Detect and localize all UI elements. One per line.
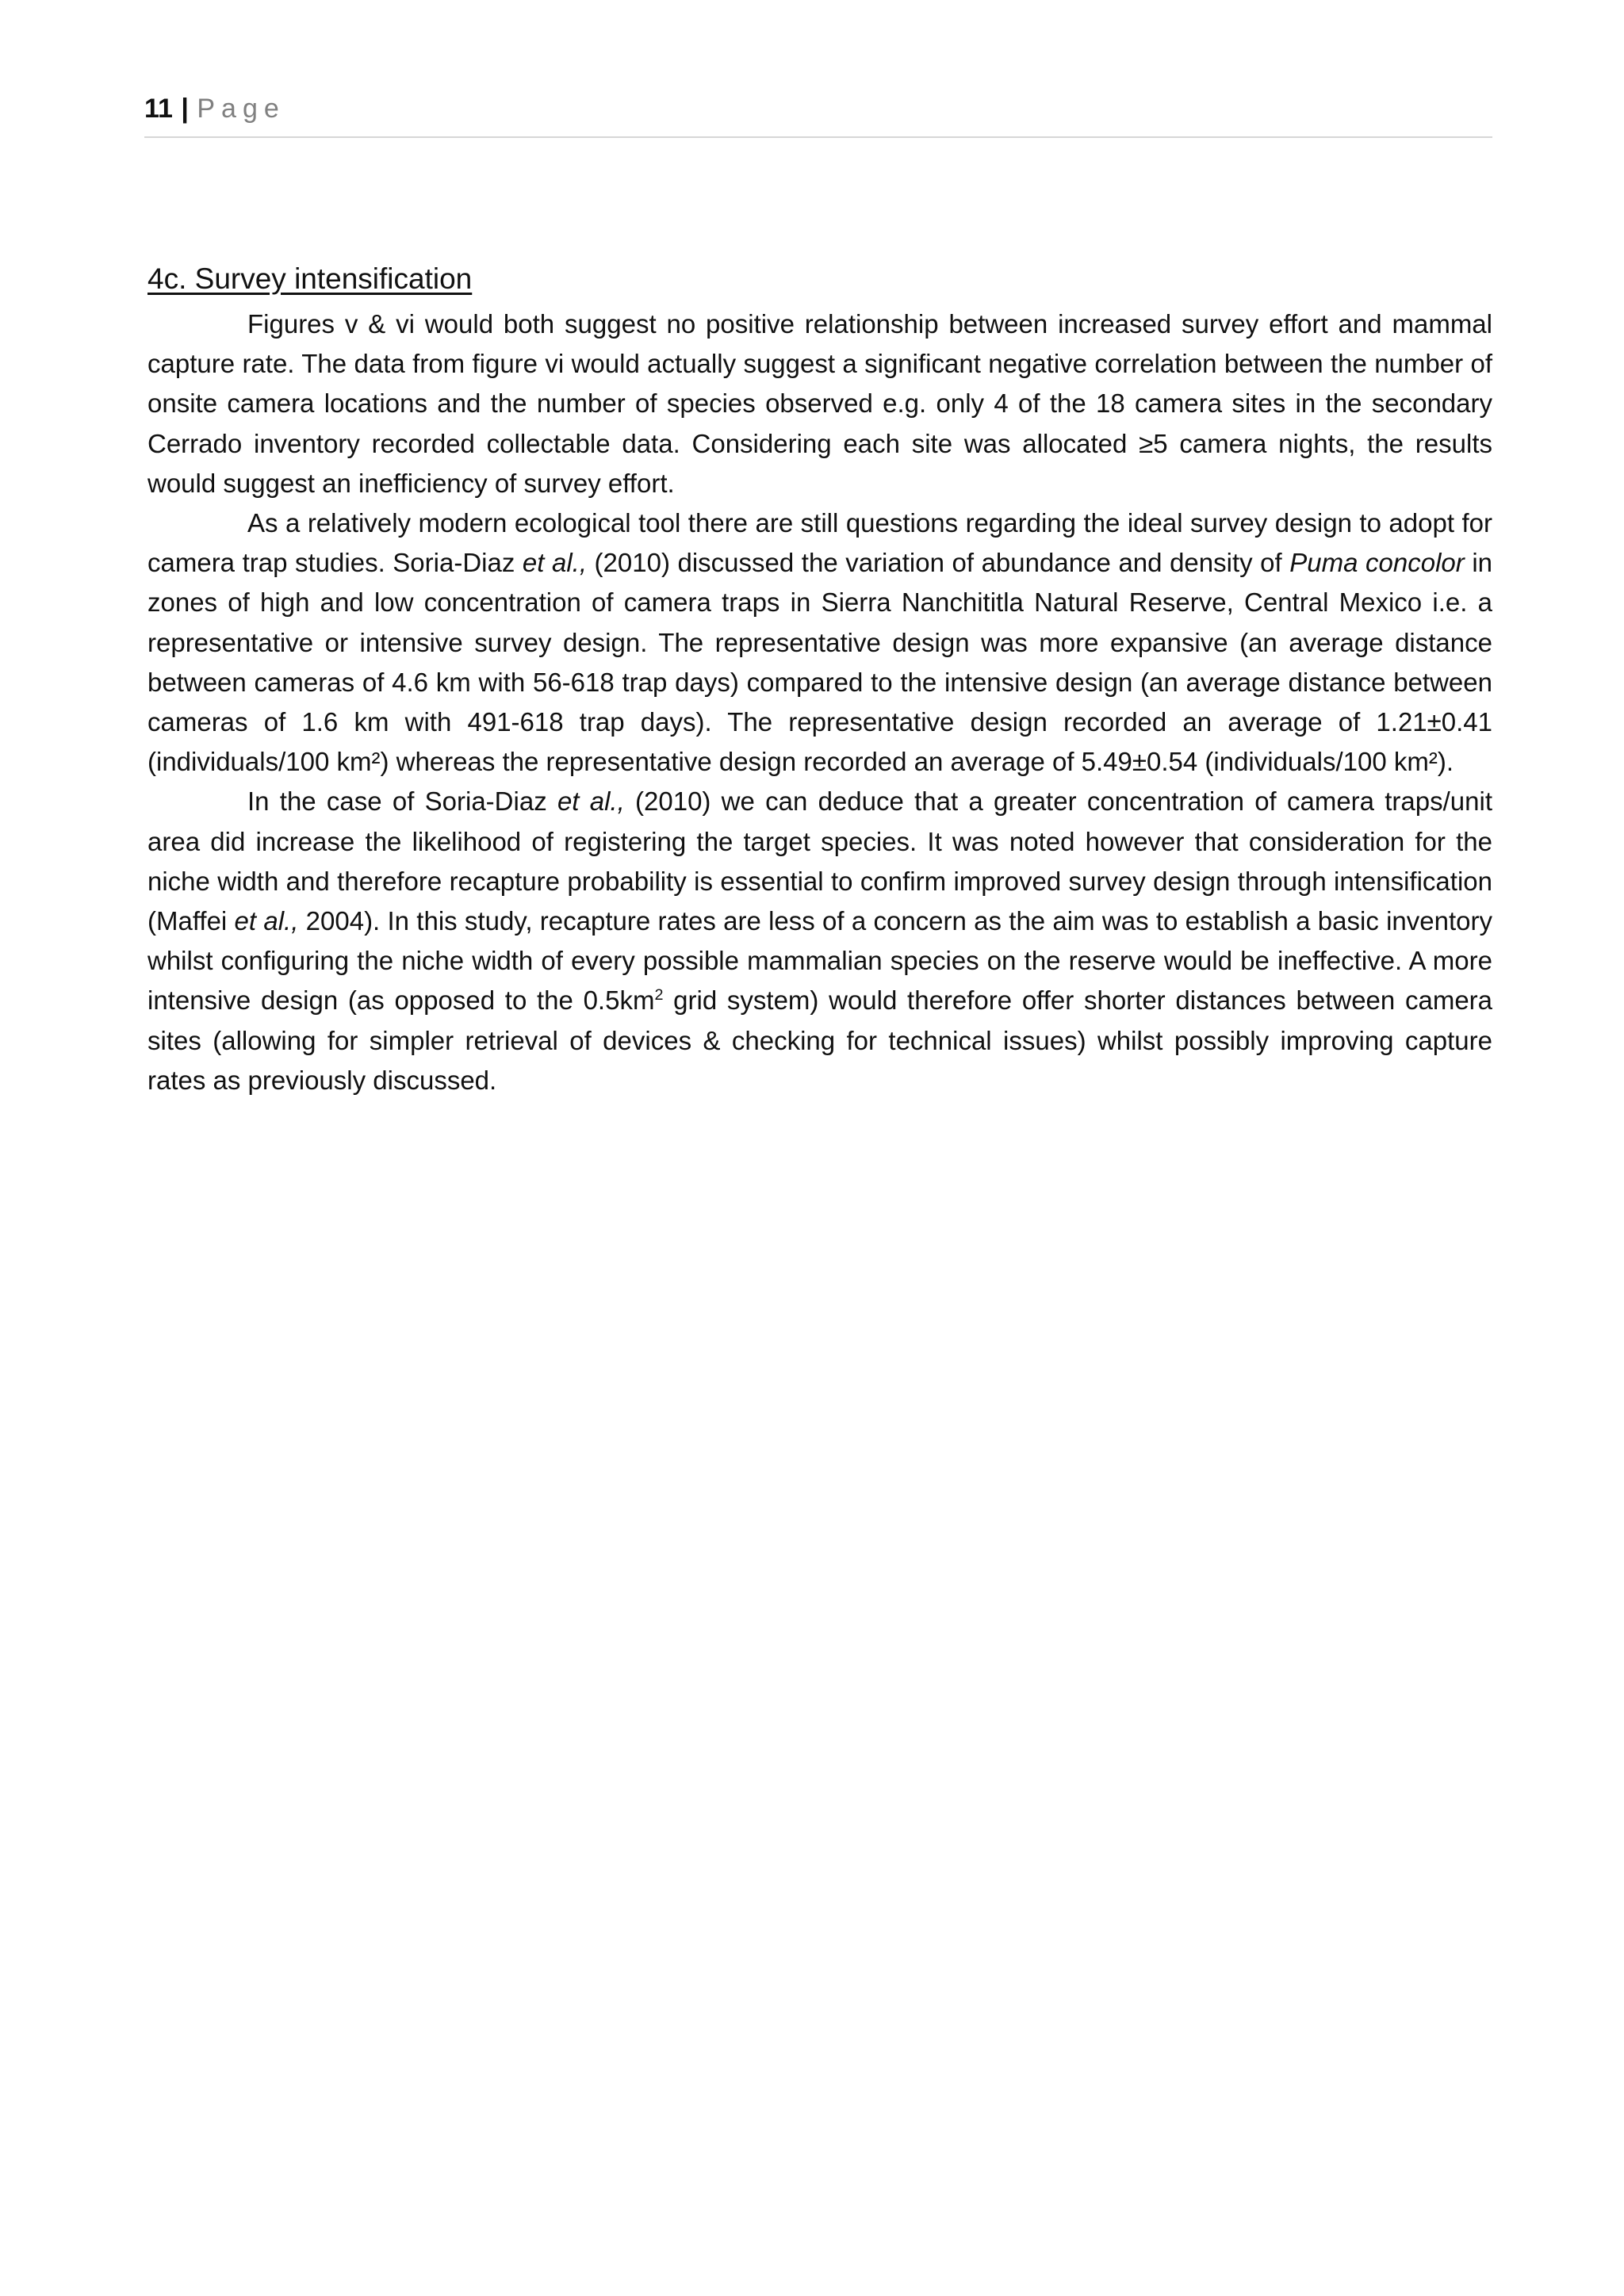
section-heading: 4c. Survey intensification	[147, 262, 473, 295]
paragraph-3-italic-a: et al.,	[557, 786, 625, 817]
page-separator: |	[181, 94, 189, 124]
paragraph-2	[147, 503, 1492, 782]
paragraph-2-text-b: (2010) discussed the variation of abundance and density of	[587, 548, 1290, 578]
paragraph-3-text-d: grid system) would therefore offer shorter distances between camera sites (allowing for simpler retrieval of devices & checking for technical issues) whilst possibly improving capture rates as previously discussed.	[147, 985, 1493, 1095]
paragraph-3-superscript: 2	[654, 986, 664, 1004]
paragraph-3-text-c: 2004). In this study, recapture rates are less of a concern as the aim was to establish a basic inventory whilst configuring the niche width of every possible mammalian species on the reserve would be ineffective. A more intensive design (as opposed to the 0.5km	[147, 906, 1493, 1016]
paragraph-2-italic-a: et al.,	[522, 548, 587, 578]
paragraph-2-italic-b: Puma concolor	[1289, 548, 1465, 578]
paragraph-3-text-b: (2010) we can deduce that a greater concentration of camera traps/unit area did increase the likelihood of registering the target species. It was noted however that consideration for the niche width and therefore recapture probability is essential to confirm improved survey design through intensification (Maffei	[147, 786, 1493, 936]
page-label: Page	[197, 94, 285, 124]
paragraph-3	[147, 782, 1492, 1100]
page-number: 11	[144, 94, 173, 124]
page-header	[144, 94, 1492, 138]
paragraph-2-text-c: in zones of high and low concentration of camera traps in Sierra Nanchititla Natural Reserve, Central Mexico i.e. a representative or intensive survey design. The representative design was more expansive (an average distance between cameras of 4.6 km with 56-618 trap days) compared to the intensive design (an average distance between cameras of 1.6 km with 491-618 trap days). The representative design recorded an average of 1.21±0.41 (individuals/100 km²) whereas the representative design recorded an average of 5.49±0.54 (individuals/100 km²).	[147, 548, 1493, 777]
paragraph-1: Figures v & vi would both suggest no positive relationship between increased survey effort and mammal capture rate. The data from figure vi would actually suggest a significant negative correlation between the number of onsite camera locations and the number of species observed e.g. only 4 of the 18 camera sites in the secondary Cerrado inventory recorded collectable data. Considering each site was allocated ≥5 camera nights, the results would suggest an inefficiency of survey effort.	[147, 309, 1492, 498]
document-body	[147, 258, 1492, 1100]
paragraph-2-text-a: As a relatively modern ecological tool there are still questions regarding the ideal survey design to adopt for camera trap studies. Soria-Diaz	[147, 508, 1492, 578]
paragraph-3-italic-b: et al.,	[234, 906, 299, 936]
paragraph-3-text-a: In the case of Soria-Diaz	[247, 786, 557, 817]
